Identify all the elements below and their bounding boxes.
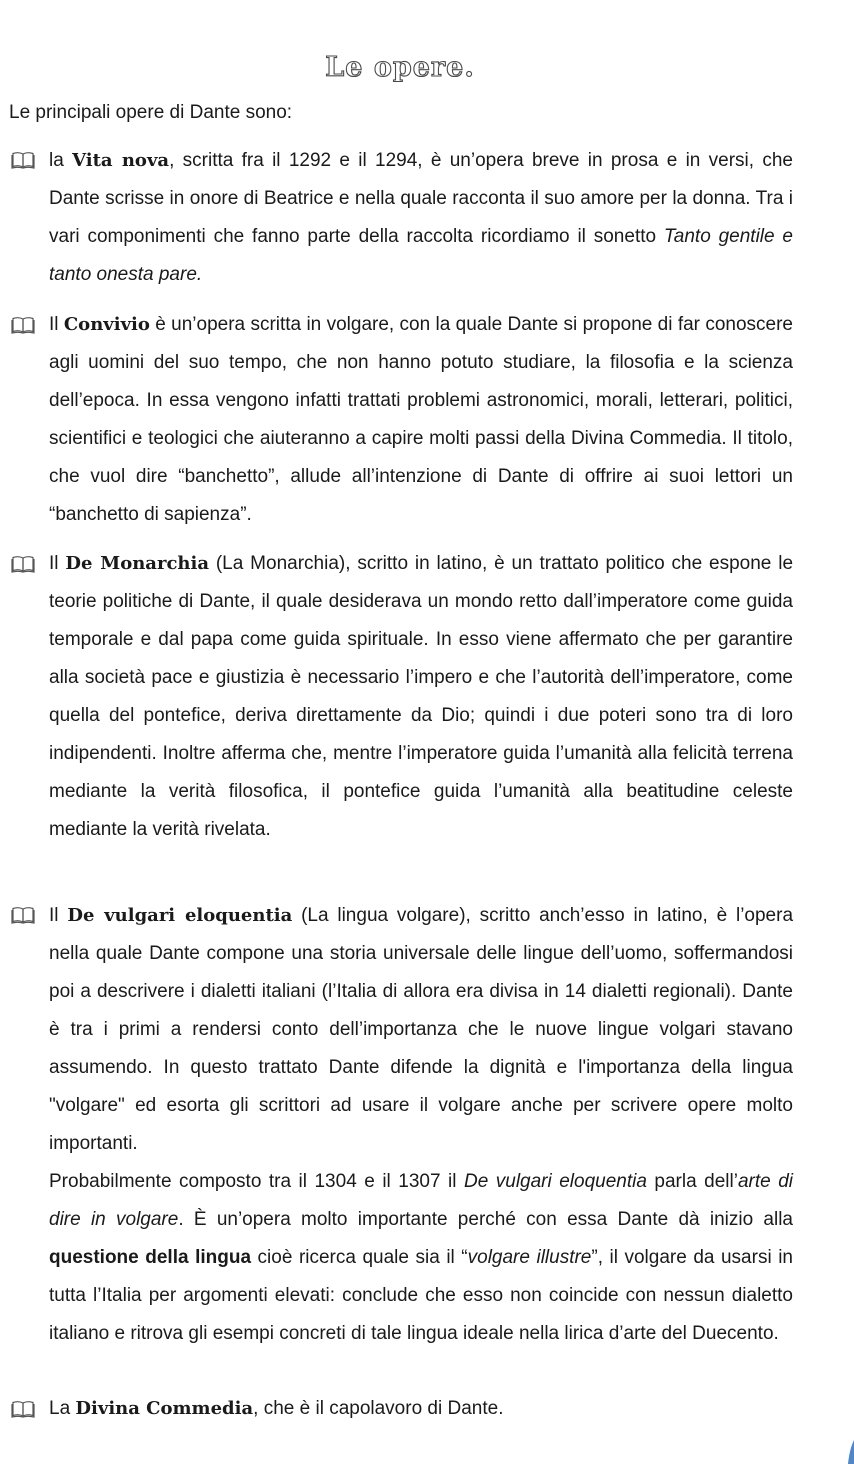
open-book-icon bbox=[11, 555, 35, 573]
list-item-paragraph-2: Probabilmente composto tra il 1304 e il 1307 il De vulgari eloquentia parla dell’arte di dire in volgare. È un’opera molto importante perché con essa Dante dà inizio alla questione della lingua cioè ricerca quale sia il “volgare illustre”, il volgare da usarsi in tutta l’Italia per argomenti elevati: conclude che esso non coincide con nessun dialetto italiano e ritrova gli esempi concreti di tale lingua ideale nella lirica d’arte del Duecento. bbox=[49, 1171, 793, 1344]
list-item-text: Il Convivio è un’opera scritta in volgare, con la quale Dante si propone di far conoscere agli uomini del suo tempo, che non hanno potuto studiare, la filosofia e la scienza dell’epoca. In essa vengono infatti trattati problemi astronomici, morali, letterari, politici, scientifici e teologici che aiuteranno a capire molti passi della Divina Commedia. Il titolo, che vuol dire “banchetto”, allude all’intenzione di Dante di offrire ai suoi lettori un “banchetto di sapienza”. bbox=[49, 314, 793, 525]
list-item-text: Il De Monarchia (La Monarchia), scritto in latino, è un trattato politico che espone le teorie politiche di Dante, il quale desiderava un mondo retto dall’imperatore come guida temporale e dal papa come guida spirituale. In esso viene affermato che per garantire alla società pace e giustizia è necessario l’impero e che l’autorità dell’imperatore, come quella del pontefice, deriva direttamente da Dio; quindi i due poteri sono tra di loro indipendenti. Inoltre afferma che, mentre l’imperatore guida l’umanità alla felicità terrena mediante la verità filosofica, il pontefice guida l’umanità alla beatitudine celeste mediante la verità rivelata. bbox=[49, 553, 794, 840]
list-item-text: La Divina Commedia, che è il capolavoro di Dante. bbox=[49, 1398, 504, 1419]
work-title: Convivio bbox=[63, 314, 150, 335]
open-book-icon bbox=[11, 1400, 35, 1418]
work-title: De Monarchia bbox=[65, 553, 209, 574]
work-title: Vita nova bbox=[72, 150, 170, 171]
open-book-icon bbox=[11, 316, 35, 334]
corner-accent bbox=[848, 1440, 854, 1464]
open-book-icon bbox=[11, 906, 35, 924]
work-title: Divina Commedia bbox=[75, 1398, 254, 1419]
work-title: De vulgari eloquentia bbox=[67, 905, 293, 926]
intro-text: Le principali opere di Dante sono: bbox=[9, 102, 293, 123]
list-item-text: Il De vulgari eloquentia (La lingua volgare), scritto anch’esso in latino, è l’opera nella quale Dante compone una storia universale delle lingue dell’uomo, soffermandosi poi a descrivere i dialetti italiani (l’Italia di allora era divisa in 14 dialetti regionali). Dante è tra i primi a rendersi conto dell’importanza che le nuove lingue volgari stavano assumendo. In questo trattato Dante difende la dignità e l'importanza della lingua "volgare" ed esorta gli scrittori ad usare il volgare anche per scrivere opere molto importanti. Probabilmente composto tra il 1304 e il 1307 il De vulgari eloquentia parla dell’arte di dire in volgare. È un’opera molto importante perché con essa Dante dà inizio alla questione della lingua cioè ricerca quale sia il “volgare illustre”, il volgare da usarsi in tutta l’Italia per argomenti elevati: conclude che esso non coincide con nessun dialetto italiano e ritrova gli esempi concreti di tale lingua ideale nella lirica d’arte del Duecento. bbox=[49, 897, 793, 1353]
page-title: Le opere. bbox=[325, 52, 475, 83]
list-item-text: la Vita nova, scritta fra il 1292 e il 1294, è un’opera breve in prosa e in versi, che Dante scrisse in onore di Beatrice e nella quale racconta il suo amore per la donna. Tra i vari componimenti che fanno parte della raccolta ricordiamo il sonetto Tanto gentile e tanto onesta pare. bbox=[49, 150, 793, 285]
open-book-icon bbox=[11, 151, 35, 169]
